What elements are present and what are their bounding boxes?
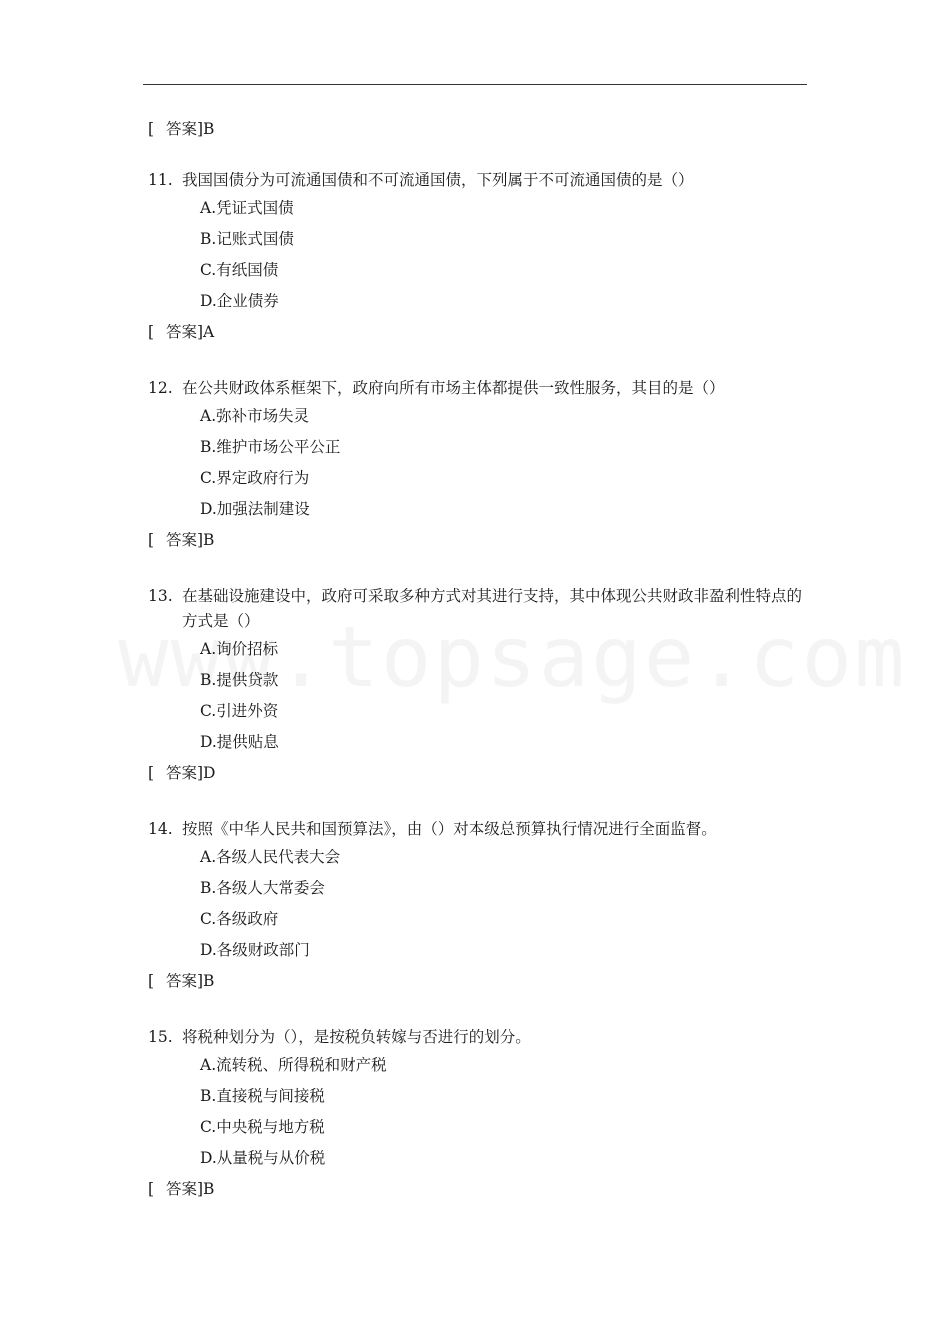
option-list xyxy=(200,634,808,758)
answer-line xyxy=(148,317,808,348)
option-b: B.提供贷款 xyxy=(200,671,279,689)
answer-label: 答案]D xyxy=(166,764,216,782)
question-number: 14. xyxy=(148,820,173,838)
option-a: A.各级人民代表大会 xyxy=(200,848,341,866)
question-line xyxy=(148,584,808,634)
question-number: 12. xyxy=(148,379,173,397)
option-d: D.各级财政部门 xyxy=(200,941,310,959)
answer-line xyxy=(148,1174,808,1205)
answer-label: 答案]B xyxy=(166,120,215,138)
answer-bracket: [ xyxy=(148,120,155,138)
question-line xyxy=(148,1025,808,1050)
question-number: 11. xyxy=(148,171,173,189)
option-c: C.界定政府行为 xyxy=(200,469,310,487)
question-line xyxy=(148,168,808,193)
question-text: 我国国债分为可流通国债和不可流通国债，下列属于不可流通国债的是（） xyxy=(182,171,694,189)
option-c: C.有纸国债 xyxy=(200,261,279,279)
option-a: A.询价招标 xyxy=(200,640,279,658)
option-list xyxy=(200,401,808,525)
option-d: D.提供贴息 xyxy=(200,733,279,751)
option-c: C.引进外资 xyxy=(200,702,279,720)
answer-label: 答案]B xyxy=(166,1180,215,1198)
option-a: A.弥补市场失灵 xyxy=(200,407,310,425)
question-block xyxy=(148,376,808,556)
question-line xyxy=(148,817,808,842)
option-b: B.各级人大常委会 xyxy=(200,879,325,897)
header-rule xyxy=(143,84,807,85)
answer-label: 答案]B xyxy=(166,972,215,990)
option-c: C.各级政府 xyxy=(200,910,279,928)
answer-bracket: [ xyxy=(148,323,155,341)
option-d: D.从量税与从价税 xyxy=(200,1149,326,1167)
answer-bracket: [ xyxy=(148,764,155,782)
question-block xyxy=(148,817,808,997)
answer-label: 答案]B xyxy=(166,531,215,549)
answer-label: 答案]A xyxy=(166,323,215,341)
question-line xyxy=(148,376,808,401)
answer-line xyxy=(148,966,808,997)
option-a: A.凭证式国债 xyxy=(200,199,294,217)
option-list xyxy=(200,1050,808,1174)
option-b: B.直接税与间接税 xyxy=(200,1087,325,1105)
question-text: 在基础设施建设中，政府可采取多种方式对其进行支持，其中体现公共财政非盈利性特点的方式是（） xyxy=(182,587,803,630)
question-number: 13. xyxy=(148,587,173,605)
option-list xyxy=(200,193,808,317)
option-d: D.企业债券 xyxy=(200,292,279,310)
option-b: B.维护市场公平公正 xyxy=(200,438,341,456)
answer-bracket: [ xyxy=(148,1180,155,1198)
question-block xyxy=(148,584,808,789)
answer-bracket: [ xyxy=(148,531,155,549)
question-text: 在公共财政体系框架下，政府向所有市场主体都提供一致性服务，其目的是（） xyxy=(182,379,725,397)
option-a: A.流转税、所得税和财产税 xyxy=(200,1056,387,1074)
option-d: D.加强法制建设 xyxy=(200,500,310,518)
answer-line xyxy=(148,758,808,789)
question-block xyxy=(148,1025,808,1205)
question-number: 15. xyxy=(148,1028,173,1046)
option-c: C.中央税与地方税 xyxy=(200,1118,325,1136)
answer-line xyxy=(148,525,808,556)
option-b: B.记账式国债 xyxy=(200,230,294,248)
answer-bracket: [ xyxy=(148,972,155,990)
question-text: 将税种划分为（），是按税负转嫁与否进行的划分。 xyxy=(182,1028,531,1046)
question-text: 按照《中华人民共和国预算法》，由（）对本级总预算执行情况进行全面监督。 xyxy=(182,820,717,838)
option-list xyxy=(200,842,808,966)
question-block xyxy=(148,168,808,348)
document-body xyxy=(148,118,808,1205)
answer-line xyxy=(148,118,808,140)
